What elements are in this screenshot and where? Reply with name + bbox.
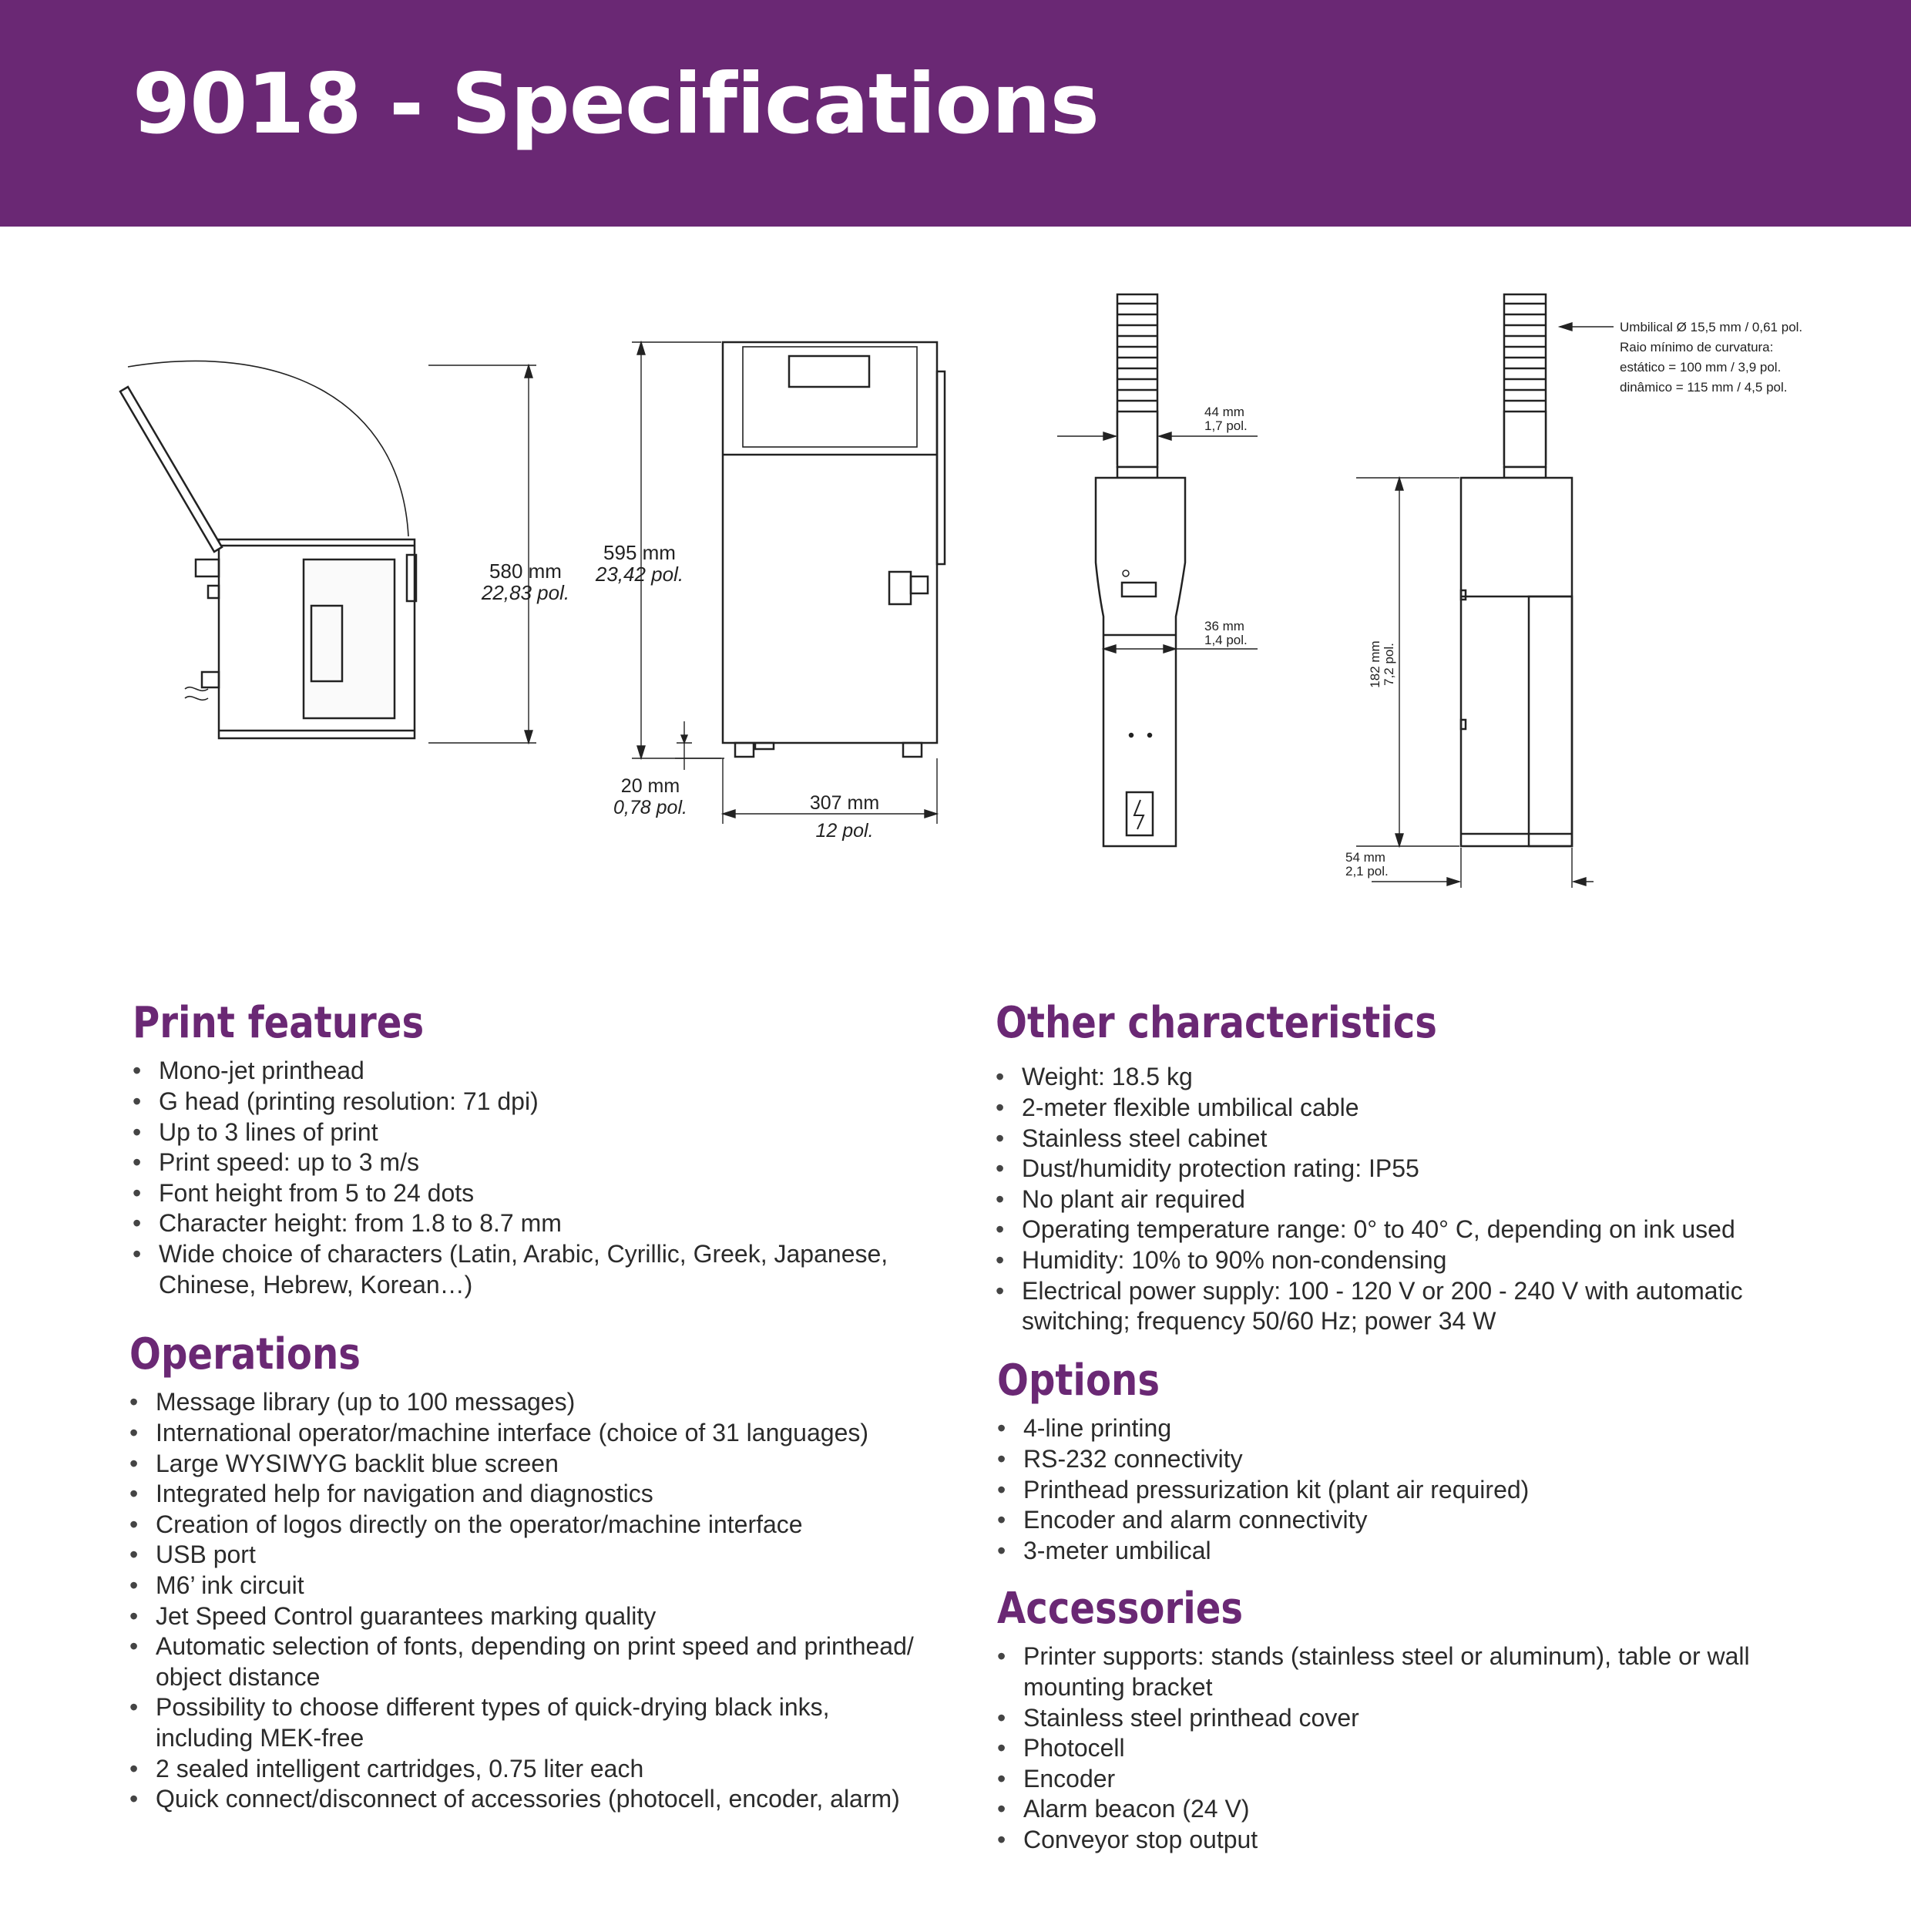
umbilical-note-2: Raio mínimo de curvatura:: [1620, 340, 1774, 354]
list-item: • 3-meter umbilical: [997, 1536, 1768, 1567]
options-list: [997, 1413, 1768, 1566]
list-item: • Integrated help for navigation and diagnostics: [129, 1479, 931, 1510]
head-depth-mm: 54 mm: [1345, 850, 1385, 865]
head-length-mm: 182 mm: [1368, 640, 1382, 688]
list-item: • Photocell: [997, 1733, 1768, 1764]
list-item: • Large WYSIWYG backlit blue screen: [129, 1449, 931, 1480]
umbilical-note-1: Umbilical Ø 15,5 mm / 0,61 pol.: [1620, 320, 1803, 334]
list-item: • Printhead pressurization kit (plant air required): [997, 1475, 1768, 1506]
dimension-drawings-svg: [0, 227, 1911, 951]
operations-heading: Operations: [129, 1329, 361, 1379]
list-item: • RS-232 connectivity: [997, 1444, 1768, 1475]
head-slot-width-mm: 36 mm: [1204, 619, 1244, 633]
list-item: • Font height from 5 to 24 dots: [133, 1178, 934, 1209]
list-item: • 4-line printing: [997, 1413, 1768, 1444]
options-section: [997, 1356, 1768, 1566]
list-item: • Operating temperature range: 0° to 40° C, depending on ink used: [996, 1215, 1766, 1245]
front-view-drawing: [723, 342, 945, 757]
other-characteristics-heading: Other characteristics: [996, 998, 1437, 1048]
list-item: • Automatic selection of fonts, depending on print speed and printhead/ object distance: [129, 1631, 931, 1692]
front-height-mm: 595 mm: [603, 541, 676, 564]
side-height-mm: 580 mm: [489, 559, 562, 583]
list-item: • 2 sealed intelligent cartridges, 0.75 liter each: [129, 1754, 931, 1785]
list-item: • Wide choice of characters (Latin, Arabic, Cyrillic, Greek, Japanese, Chinese, Hebrew, Korean…): [133, 1239, 934, 1300]
list-item: • No plant air required: [996, 1184, 1766, 1215]
operations-list: [129, 1387, 931, 1814]
umbilical-note-4: dinâmico = 115 mm / 4,5 pol.: [1620, 380, 1788, 395]
other-characteristics-list: [996, 1062, 1766, 1336]
list-item: • Printer supports: stands (stainless steel or aluminum), table or wall mounting bracket: [997, 1641, 1768, 1702]
accessories-section: [997, 1584, 1768, 1856]
page-header: [0, 0, 1911, 227]
umbilical-note-3: estático = 100 mm / 3,9 pol.: [1620, 360, 1782, 375]
technical-drawings: [0, 227, 1911, 951]
front-height-inch: 23,42 pol.: [595, 563, 684, 586]
list-item: • M6’ ink circuit: [129, 1571, 931, 1601]
list-item: • Stainless steel printhead cover: [997, 1703, 1768, 1734]
list-item: • Up to 3 lines of print: [133, 1117, 934, 1148]
list-item: • Alarm beacon (24 V): [997, 1794, 1768, 1825]
side-height-inch: 22,83 pol.: [481, 581, 570, 604]
list-item: • Encoder: [997, 1764, 1768, 1795]
print-features-section: [133, 999, 934, 1300]
accessories-heading: Accessories: [997, 1584, 1244, 1634]
list-item: • Message library (up to 100 messages): [129, 1387, 931, 1418]
head-length-inch: 7,2 pol.: [1382, 643, 1396, 686]
list-item: • Jet Speed Control guarantees marking quality: [129, 1601, 931, 1632]
list-item: • Electrical power supply: 100 - 120 V or 200 - 240 V with automatic switching; frequency 50/60 Hz; power 34 W: [996, 1276, 1766, 1337]
list-item: • Encoder and alarm connectivity: [997, 1505, 1768, 1536]
list-item: • USB port: [129, 1540, 931, 1571]
front-width-mm: 307 mm: [809, 792, 880, 814]
print-features-heading: Print features: [133, 998, 425, 1048]
side-view-drawing: [120, 361, 416, 738]
list-item: • Print speed: up to 3 m/s: [133, 1147, 934, 1178]
page-title: 9018 - Specifications: [133, 56, 1099, 153]
list-item: • Stainless steel cabinet: [996, 1124, 1766, 1154]
accessories-list: [997, 1641, 1768, 1855]
other-characteristics-section: [996, 999, 1766, 1337]
list-item: • 2-meter flexible umbilical cable: [996, 1093, 1766, 1124]
head-top-width-inch: 1,7 pol.: [1204, 418, 1248, 433]
list-item: • Creation of logos directly on the operator/machine interface: [129, 1510, 931, 1541]
printhead-front-drawing: [1096, 294, 1185, 846]
side-height-dimension: [428, 365, 536, 743]
front-feet-inch: 0,78 pol.: [613, 797, 687, 818]
head-top-width-mm: 44 mm: [1204, 405, 1244, 419]
list-item: • Mono-jet printhead: [133, 1056, 934, 1087]
list-item: • Possibility to choose different types of quick-drying black inks, including MEK-free: [129, 1692, 931, 1753]
printhead-side-drawing: [1461, 294, 1572, 846]
head-slot-width-inch: 1,4 pol.: [1204, 633, 1248, 647]
list-item: • International operator/machine interface (choice of 31 languages): [129, 1418, 931, 1449]
front-feet-mm: 20 mm: [620, 775, 680, 797]
list-item: • Weight: 18.5 kg: [996, 1062, 1766, 1093]
head-depth-inch: 2,1 pol.: [1345, 864, 1389, 879]
print-features-list: [133, 1056, 934, 1300]
list-item: • Character height: from 1.8 to 8.7 mm: [133, 1208, 934, 1239]
list-item: • G head (printing resolution: 71 dpi): [133, 1087, 934, 1117]
list-item: • Conveyor stop output: [997, 1825, 1768, 1856]
list-item: • Quick connect/disconnect of accessories (photocell, encoder, alarm): [129, 1784, 931, 1815]
list-item: • Humidity: 10% to 90% non-condensing: [996, 1245, 1766, 1276]
list-item: • Dust/humidity protection rating: IP55: [996, 1154, 1766, 1184]
operations-section: [129, 1330, 931, 1815]
options-heading: Options: [997, 1356, 1160, 1406]
front-width-inch: 12 pol.: [815, 820, 874, 842]
